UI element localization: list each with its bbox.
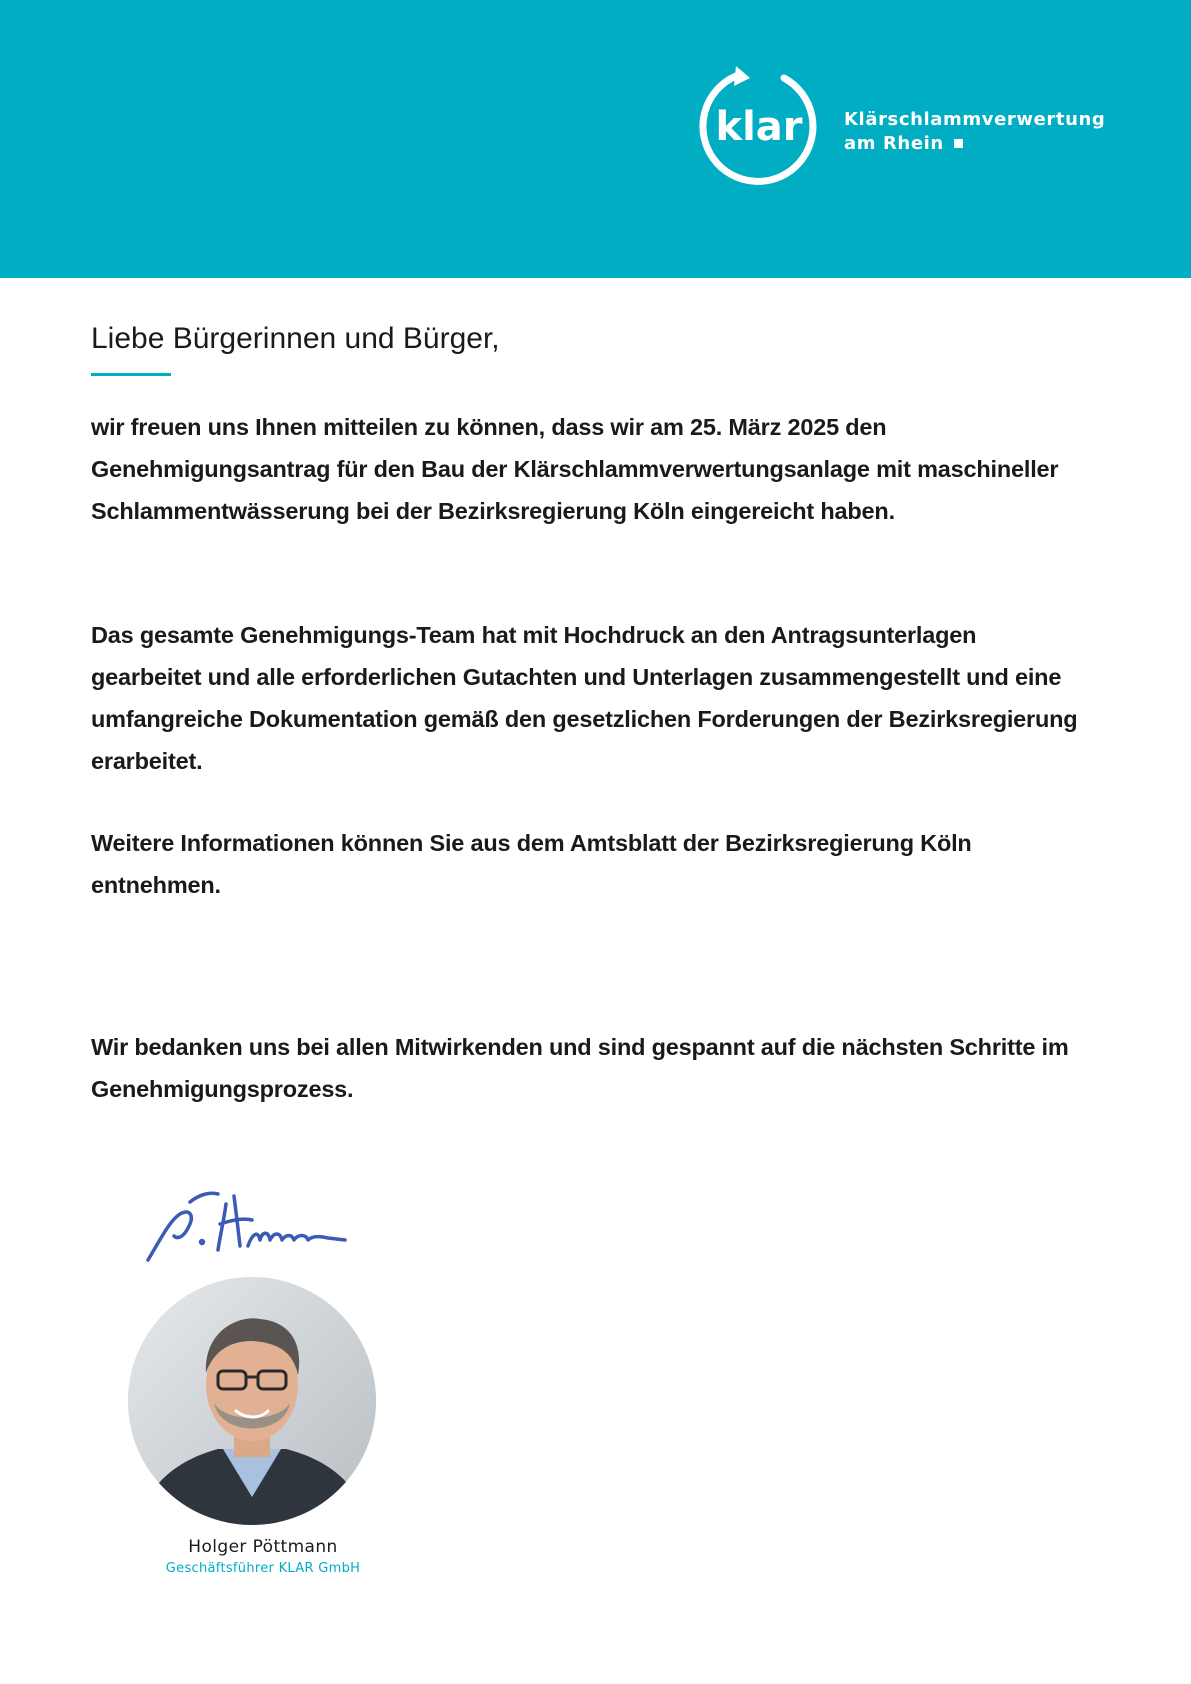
greeting-underline [91, 373, 171, 376]
square-icon [954, 139, 963, 148]
brand-line-2-text: am Rhein [844, 133, 944, 154]
brand-line-1: Klärschlammverwertung [844, 109, 1106, 130]
letter-greeting: Liebe Bürgerinnen und Bürger, [91, 322, 500, 355]
header-banner [0, 0, 1191, 278]
paragraph-thanks: Wir bedanken uns bei allen Mitwirkenden und sind gespannt auf die nächsten Schritte im Genehmigungsprozess. [91, 1034, 1069, 1102]
paragraph-team: Das gesamte Genehmigungs-Team hat mit Hochdruck an den Antragsunterlagen gearbeitet und alle erforderlichen Gutachten und Unterlagen zusammengestellt und eine umfangreiche Dokumentation gemäß den gesetzlichen Forderungen der Bezirksregierung erarbeitet. [91, 622, 1078, 774]
paragraph-more-info: Weitere Informationen können Sie aus dem Amtsblatt der Bezirksregierung Köln entnehmen. [91, 830, 972, 898]
klar-logo-icon [696, 64, 822, 190]
signatory-name: Holger Pöttmann [188, 1537, 338, 1557]
signatory-role: Geschäftsführer KLAR GmbH [165, 1561, 361, 1576]
brand-line-2 [844, 132, 1105, 156]
logo-word: klar [715, 104, 803, 150]
portrait-photo [128, 1277, 376, 1525]
handwritten-signature [140, 1180, 380, 1270]
person-icon [128, 1277, 376, 1525]
paragraph-submission: wir freuen uns Ihnen mitteilen zu können, dass wir am 25. März 2025 den Genehmigungsantrag für den Bau der Klärschlammverwertungsanlage mit maschineller Schlammentwässerung bei der Bezirksregierung Köln eingereicht haben. [91, 414, 1059, 524]
brand-name [844, 108, 1105, 156]
